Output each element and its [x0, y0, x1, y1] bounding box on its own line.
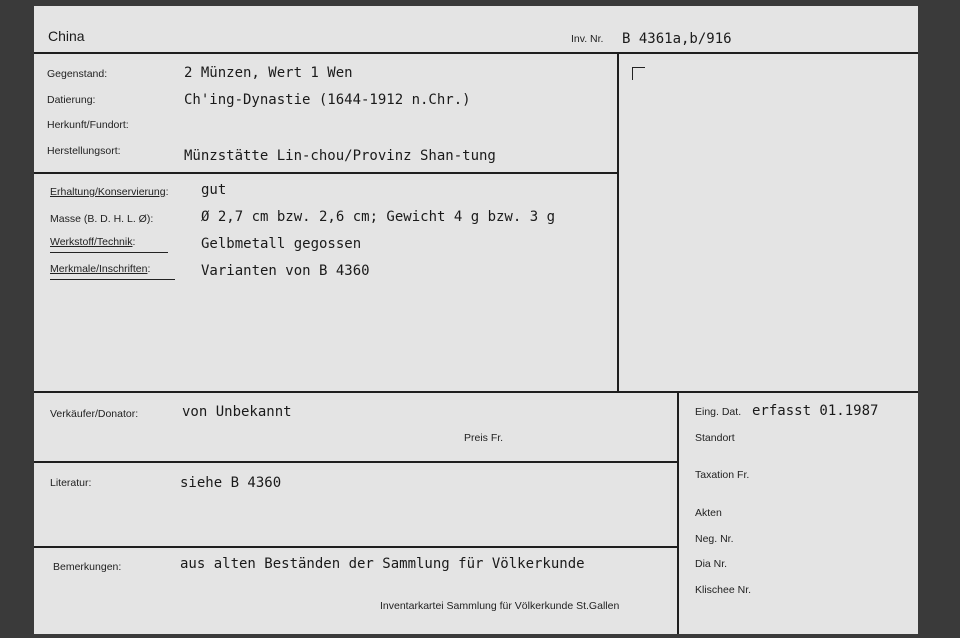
herstellungsort-label: Herstellungsort: — [47, 145, 121, 157]
corner-mark — [632, 67, 645, 80]
werkstoff-underline — [50, 252, 168, 253]
werkstoff-label: Werkstoff/Technik: — [50, 236, 136, 248]
gegenstand-value: 2 Münzen, Wert 1 Wen — [184, 65, 353, 81]
bemerkungen-value: aus alten Beständen der Sammlung für Völkerkunde — [180, 556, 585, 572]
gegenstand-label: Gegenstand: — [47, 68, 108, 80]
datierung-value: Ch'ing-Dynastie (1644-1912 n.Chr.) — [184, 92, 471, 108]
verkaeufer-label: Verkäufer/Donator: — [50, 408, 139, 420]
merkmale-underline — [50, 279, 175, 280]
divider-acquisition — [34, 461, 678, 463]
werkstoff-value: Gelbmetall gegossen — [201, 236, 362, 252]
neg-nr-label: Neg. Nr. — [695, 533, 734, 545]
eing-dat-value: erfasst 01.1987 — [752, 403, 879, 419]
erhaltung-label: Erhaltung/Konservierung: — [50, 186, 169, 198]
merkmale-label: Merkmale/Inschriften: — [50, 263, 151, 275]
preis-label: Preis Fr. — [464, 432, 504, 444]
literatur-label: Literatur: — [50, 477, 92, 489]
bemerkungen-label: Bemerkungen: — [53, 561, 122, 573]
masse-label: Masse (B. D. H. L. Ø): — [50, 213, 154, 225]
standort-label: Standort — [695, 432, 735, 444]
taxation-label: Taxation Fr. — [695, 469, 750, 481]
inv-nr-label: Inv. Nr. — [571, 33, 604, 45]
country-label: China — [48, 28, 85, 44]
divider-literature — [34, 546, 678, 548]
card-footer: Inventarkartei Sammlung für Völkerkunde St.Gallen — [380, 600, 620, 612]
divider-header — [34, 52, 918, 54]
erhaltung-value: gut — [201, 182, 227, 198]
klischee-nr-label: Klischee Nr. — [695, 584, 752, 596]
verkaeufer-value: von Unbekannt — [182, 404, 292, 420]
divider-vertical-bottom — [677, 391, 679, 634]
divider-object — [34, 172, 618, 174]
divider-vertical-top — [617, 52, 619, 392]
inv-nr-value: B 4361a,b/916 — [622, 31, 732, 47]
dia-nr-label: Dia Nr. — [695, 558, 728, 570]
akten-label: Akten — [695, 507, 722, 519]
herstellungsort-value: Münzstätte Lin-chou/Provinz Shan-tung — [184, 148, 496, 164]
catalog-card — [34, 6, 918, 634]
divider-main — [34, 391, 918, 393]
datierung-label: Datierung: — [47, 94, 96, 106]
herkunft-label: Herkunft/Fundort: — [47, 119, 129, 131]
masse-value: Ø 2,7 cm bzw. 2,6 cm; Gewicht 4 g bzw. 3 g — [201, 209, 556, 225]
merkmale-value: Varianten von B 4360 — [201, 263, 370, 279]
eing-dat-label: Eing. Dat. — [695, 406, 742, 418]
literatur-value: siehe B 4360 — [180, 475, 282, 491]
